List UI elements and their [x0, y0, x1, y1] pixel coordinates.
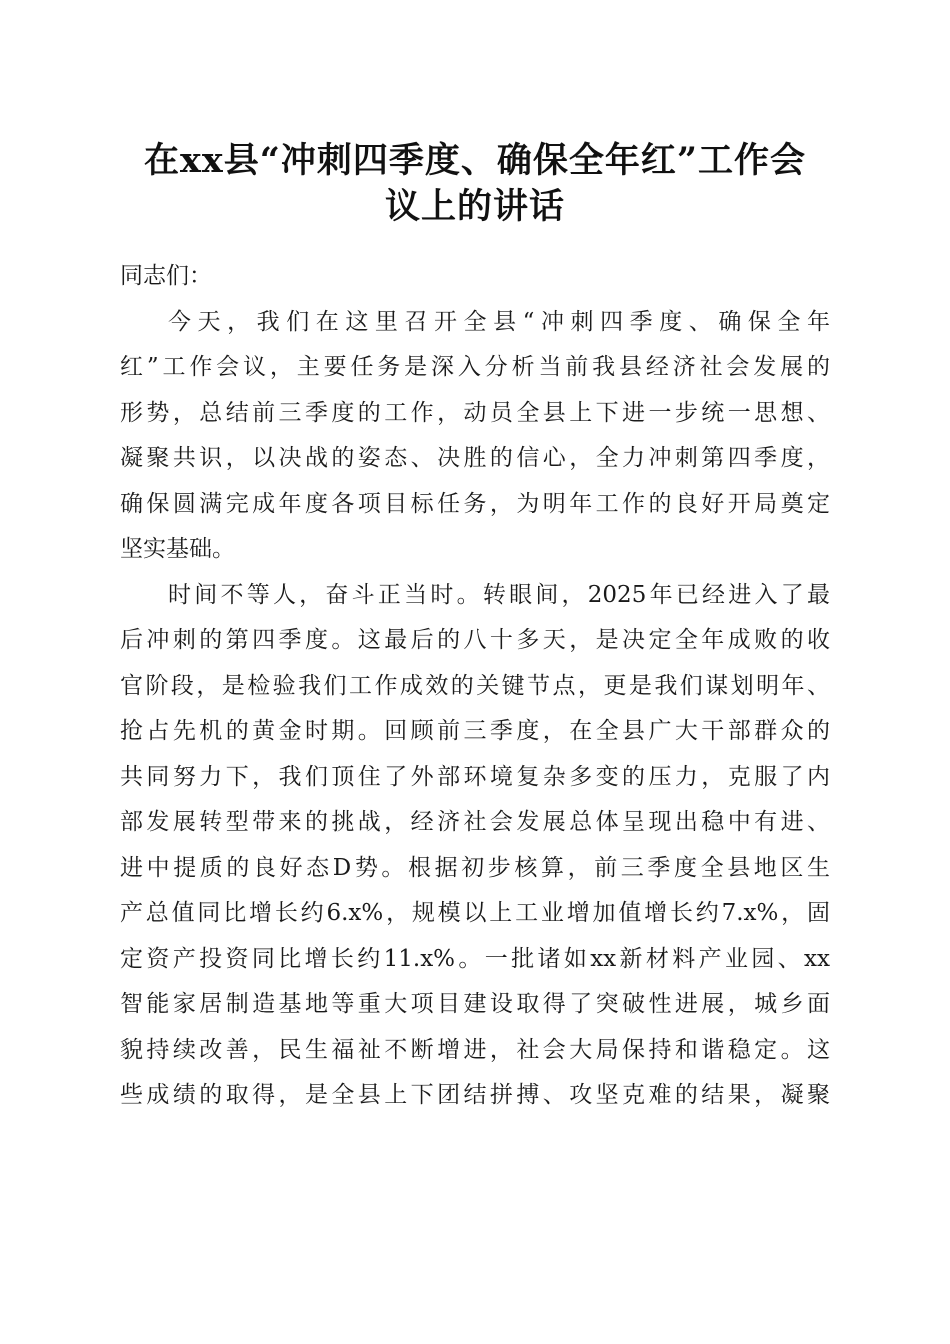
- paragraph-1: [120, 300, 830, 573]
- title-line-1: 在xx县“冲刺四季度、确保全年红”工作会: [144, 140, 806, 181]
- paragraph-2-line: 智能家居制造基地等重大项目建设取得了突破性进展，城乡面: [120, 991, 830, 1017]
- paragraph-1-line: 确保圆满完成年度各项目标任务，为明年工作的良好开局奠定: [120, 490, 830, 517]
- paragraph-2-line: 部发展转型带来的挑战，经济社会发展总体呈现出稳中有进、: [120, 809, 830, 835]
- paragraph-2-line: 抢占先机的黄金时期。回顾前三季度，在全县广大干部群众的: [120, 718, 830, 744]
- paragraph-2-line: 官阶段，是检验我们工作成效的关键节点，更是我们谋划明年、: [120, 672, 830, 699]
- paragraph-1-line: 坚实基础。: [120, 536, 235, 562]
- paragraph-2-line: 共同努力下，我们顶住了外部环境复杂多变的压力，克服了内: [120, 763, 830, 790]
- paragraph-2-line: 貌持续改善，民生福祉不断增进，社会大局保持和谐稳定。这: [120, 1036, 830, 1063]
- document-body: [120, 254, 830, 1119]
- paragraph-2: [120, 573, 830, 1119]
- paragraph-2-line: 定资产投资同比增长约11.x%。一批诸如xx新材料产业园、xx: [120, 945, 830, 972]
- paragraph-2-line: 些成绩的取得，是全县上下团结拼搏、攻坚克难的结果，凝聚: [120, 1082, 830, 1108]
- paragraph-1-line: 今天，我们在这里召开全县“冲刺四季度、确保全年: [168, 308, 830, 335]
- paragraph-2-line: 后冲刺的第四季度。这最后的八十多天，是决定全年成败的收: [120, 627, 830, 653]
- paragraph-2-line: 时间不等人，奋斗正当时。转眼间，2025年已经进入了最: [168, 581, 830, 608]
- paragraph-1-line: 红”工作会议，主要任务是深入分析当前我县经济社会发展的: [120, 354, 830, 380]
- document-title: [120, 138, 830, 230]
- paragraph-1-line: 形势，总结前三季度的工作，动员全县上下进一步统一思想、: [120, 399, 830, 426]
- title-line-2: 议上的讲话: [384, 186, 565, 227]
- paragraph-2-line: 进中提质的良好态D势。根据初步核算，前三季度全县地区生: [120, 854, 830, 881]
- paragraph-2-line: 产总值同比增长约6.x%，规模以上工业增加值增长约7.x%，固: [120, 900, 830, 926]
- salutation: 同志们：: [120, 263, 212, 289]
- paragraph-1-line: 凝聚共识，以决战的姿态、决胜的信心，全力冲刺第四季度，: [120, 445, 830, 471]
